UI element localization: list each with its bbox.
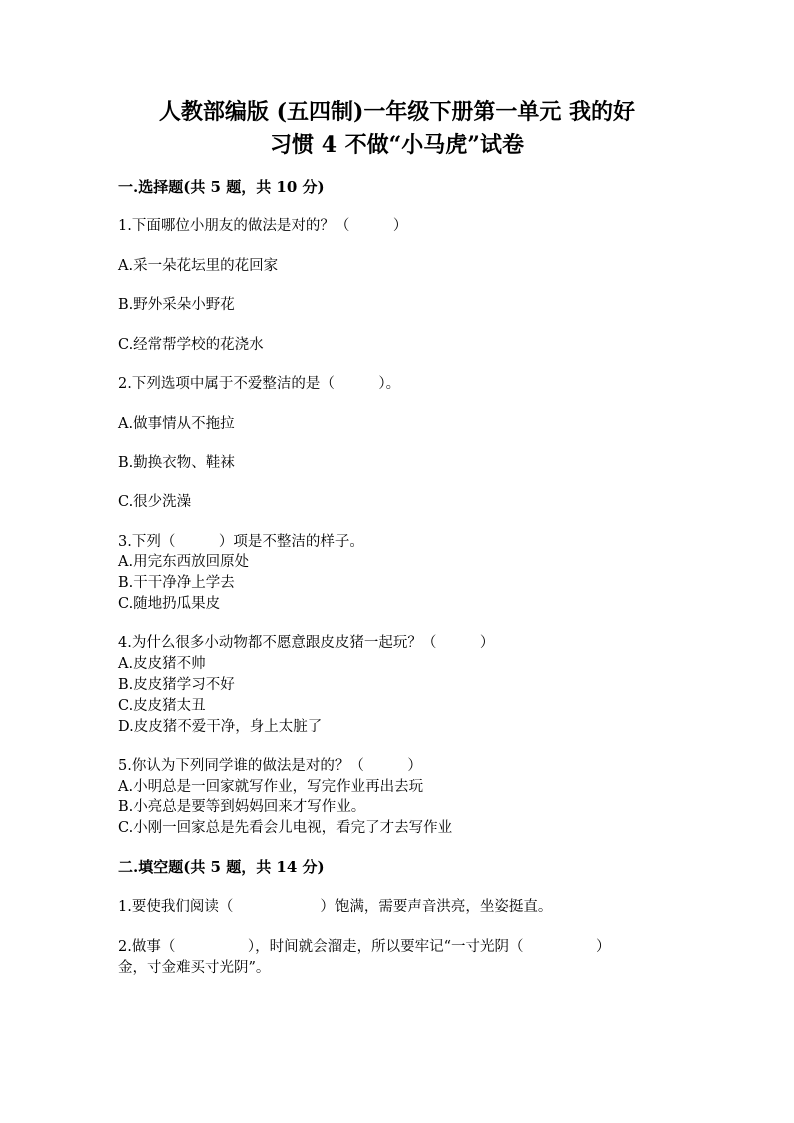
question-2-option-a: A.做事情从不拖拉 [118, 416, 235, 432]
fill-question-1: 1.要使我们阅读（ ）饱满，需要声音洪亮，坐姿挺直。 [118, 899, 553, 915]
question-3-option-a: A.用完东西放回原处 [118, 554, 250, 570]
question-4-option-a: A.皮皮猪不帅 [118, 656, 206, 672]
question-3-option-c: C.随地扔瓜果皮 [118, 596, 221, 612]
question-5-stem: 5.你认为下列同学谁的做法是对的？（ ） [118, 758, 422, 774]
section-heading-fill: 二.填空题(共 5 题，共 14 分) [118, 858, 325, 876]
question-1-stem: 1.下面哪位小朋友的做法是对的？（ ） [118, 218, 408, 234]
question-4-option-c: C.皮皮猪太丑 [118, 698, 206, 714]
exam-title-line-2: 习惯 4 不做“小马虎”试卷 [270, 132, 524, 158]
section-heading-choice: 一.选择题(共 5 题，共 10 分) [118, 178, 325, 196]
question-5-option-a: A.小明总是一回家就写作业，写完作业再出去玩 [118, 779, 424, 795]
fill-question-2-line-2: 金，寸金难买寸光阴”。 [118, 960, 271, 976]
question-4-option-b: B.皮皮猪学习不好 [118, 677, 235, 693]
question-2-option-c: C.很少洗澡 [118, 494, 192, 510]
question-5-option-c: C.小刚一回家总是先看会儿电视，看完了才去写作业 [118, 820, 453, 836]
question-2-option-b: B.勤换衣物、鞋袜 [118, 455, 235, 471]
question-1-option-b: B.野外采朵小野花 [118, 297, 235, 313]
fill-question-2-line-1: 2.做事（ ），时间就会溜走，所以要牢记“一寸光阴（ ） [118, 939, 611, 955]
question-3-stem: 3.下列（ ）项是不整洁的样子。 [118, 534, 364, 550]
exam-title-line-1: 人教部编版 (五四制)一年级下册第一单元 我的好 [158, 99, 636, 125]
question-4-option-d: D.皮皮猪不爱干净，身上太脏了 [118, 719, 323, 735]
question-3-option-b: B.干干净净上学去 [118, 575, 235, 591]
question-1-option-a: A.采一朵花坛里的花回家 [118, 258, 279, 274]
question-5-option-b: B.小亮总是要等到妈妈回来才写作业。 [118, 799, 366, 815]
question-2-stem: 2.下列选项中属于不爱整洁的是（ ）。 [118, 376, 401, 392]
question-1-option-c: C.经常帮学校的花浇水 [118, 337, 264, 353]
question-4-stem: 4.为什么很多小动物都不愿意跟皮皮猪一起玩？（ ） [118, 635, 495, 651]
